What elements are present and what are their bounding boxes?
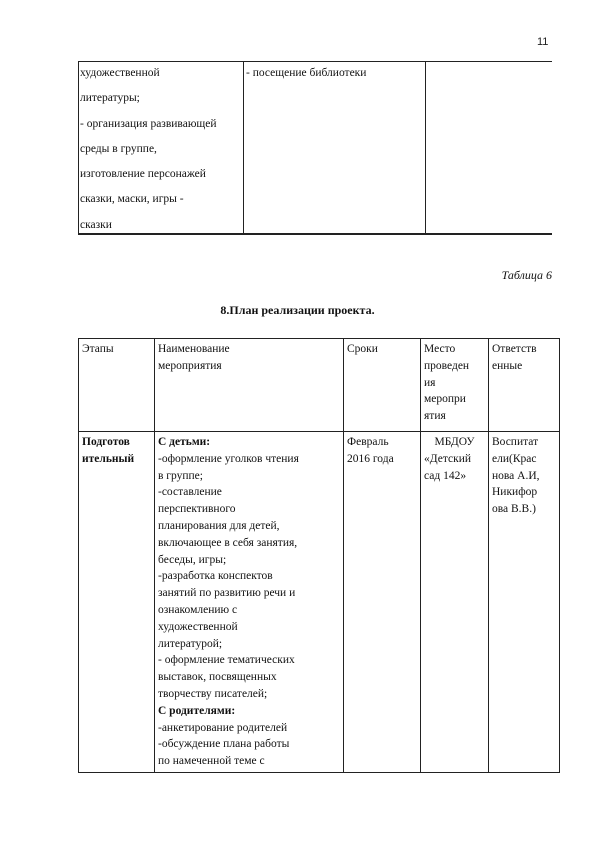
cell-text: Февраль [347, 436, 389, 448]
activity-line: беседы, игры; [158, 553, 227, 566]
activity-line: - оформление тематических [158, 654, 295, 667]
cell-text: сад 142» [424, 469, 467, 482]
header-text: Ответств [492, 343, 537, 355]
header-text: енные [492, 359, 523, 372]
text-line: сказки, маски, игры - [80, 193, 184, 206]
header-activity-name [155, 339, 344, 432]
activity-line: выставок, посвященных [158, 671, 277, 684]
activity-line: -составление [158, 486, 222, 499]
activity-line: -оформление уголков чтения [158, 452, 299, 465]
text-line: изготовление персонажей [80, 168, 206, 181]
cell-text: Воспитат [492, 436, 539, 448]
continuation-cell-activities [78, 62, 244, 233]
cell-text: ительный [82, 452, 135, 465]
activity-heading: С детьми: [158, 436, 211, 448]
text-line: - организация развивающей [80, 117, 217, 130]
table-header-row [79, 339, 560, 432]
activity-line: -разработка конспектов [158, 570, 273, 583]
header-place [421, 339, 489, 432]
activity-line: -обсуждение плана работы [158, 738, 290, 751]
text-line: литературы; [80, 92, 140, 105]
cell-text: Никифор [492, 486, 538, 499]
header-text: мероприятия [158, 359, 222, 372]
header-text: Сроки [347, 343, 378, 355]
text-line: художественной [80, 67, 160, 79]
cell-stage [79, 432, 155, 773]
activity-line: ознакомлению с [158, 603, 238, 616]
cell-text: ова В.В.) [492, 503, 536, 516]
activity-line: в группе; [158, 469, 203, 482]
activity-line: художественной [158, 620, 238, 633]
cell-place [421, 432, 489, 773]
activity-line: по намеченной теме с [158, 755, 265, 768]
activity-line: занятий по развитию речи и [158, 587, 296, 600]
text-line: сказки [80, 218, 112, 231]
header-text: ятия [424, 410, 446, 423]
cell-activities [155, 432, 344, 773]
page-number: 11 [537, 36, 549, 48]
activity-line: творчеству писателей; [158, 687, 268, 700]
header-stages [79, 339, 155, 432]
table-row [79, 432, 560, 773]
header-responsible [489, 339, 560, 432]
header-text: Наименование [158, 343, 230, 355]
cell-text: «Детский [424, 452, 472, 465]
activity-heading: С родителями: [158, 704, 236, 717]
continuation-cell-visits [243, 62, 426, 233]
section-title: 8.План реализации проекта. [220, 303, 375, 317]
activity-line: планирования для детей, [158, 519, 280, 532]
activity-line: перспективного [158, 503, 236, 516]
activity-line: -анкетирование родителей [158, 721, 288, 734]
cell-text: ели(Крас [492, 452, 537, 465]
cell-text: Подготов [82, 436, 130, 448]
text-line: среды в группе, [80, 142, 157, 155]
activity-line: литературой; [158, 637, 223, 650]
header-text: Этапы [82, 343, 114, 355]
header-text: ия [424, 376, 436, 389]
cell-text: нова А.И, [492, 469, 540, 482]
cell-dates [344, 432, 421, 773]
activity-line: включающее в себя занятия, [158, 536, 298, 549]
header-text: Место [424, 343, 456, 355]
cell-text: 2016 года [347, 452, 394, 465]
cell-text: МБДОУ [434, 436, 475, 448]
header-text: проведен [424, 359, 470, 372]
header-text: меропри [424, 393, 466, 406]
header-dates [344, 339, 421, 432]
continuation-table [78, 61, 552, 235]
plan-table [78, 338, 560, 773]
cell-responsible [489, 432, 560, 773]
table-caption: Таблица 6 [501, 268, 552, 282]
text-line: - посещение библиотеки [246, 67, 367, 79]
